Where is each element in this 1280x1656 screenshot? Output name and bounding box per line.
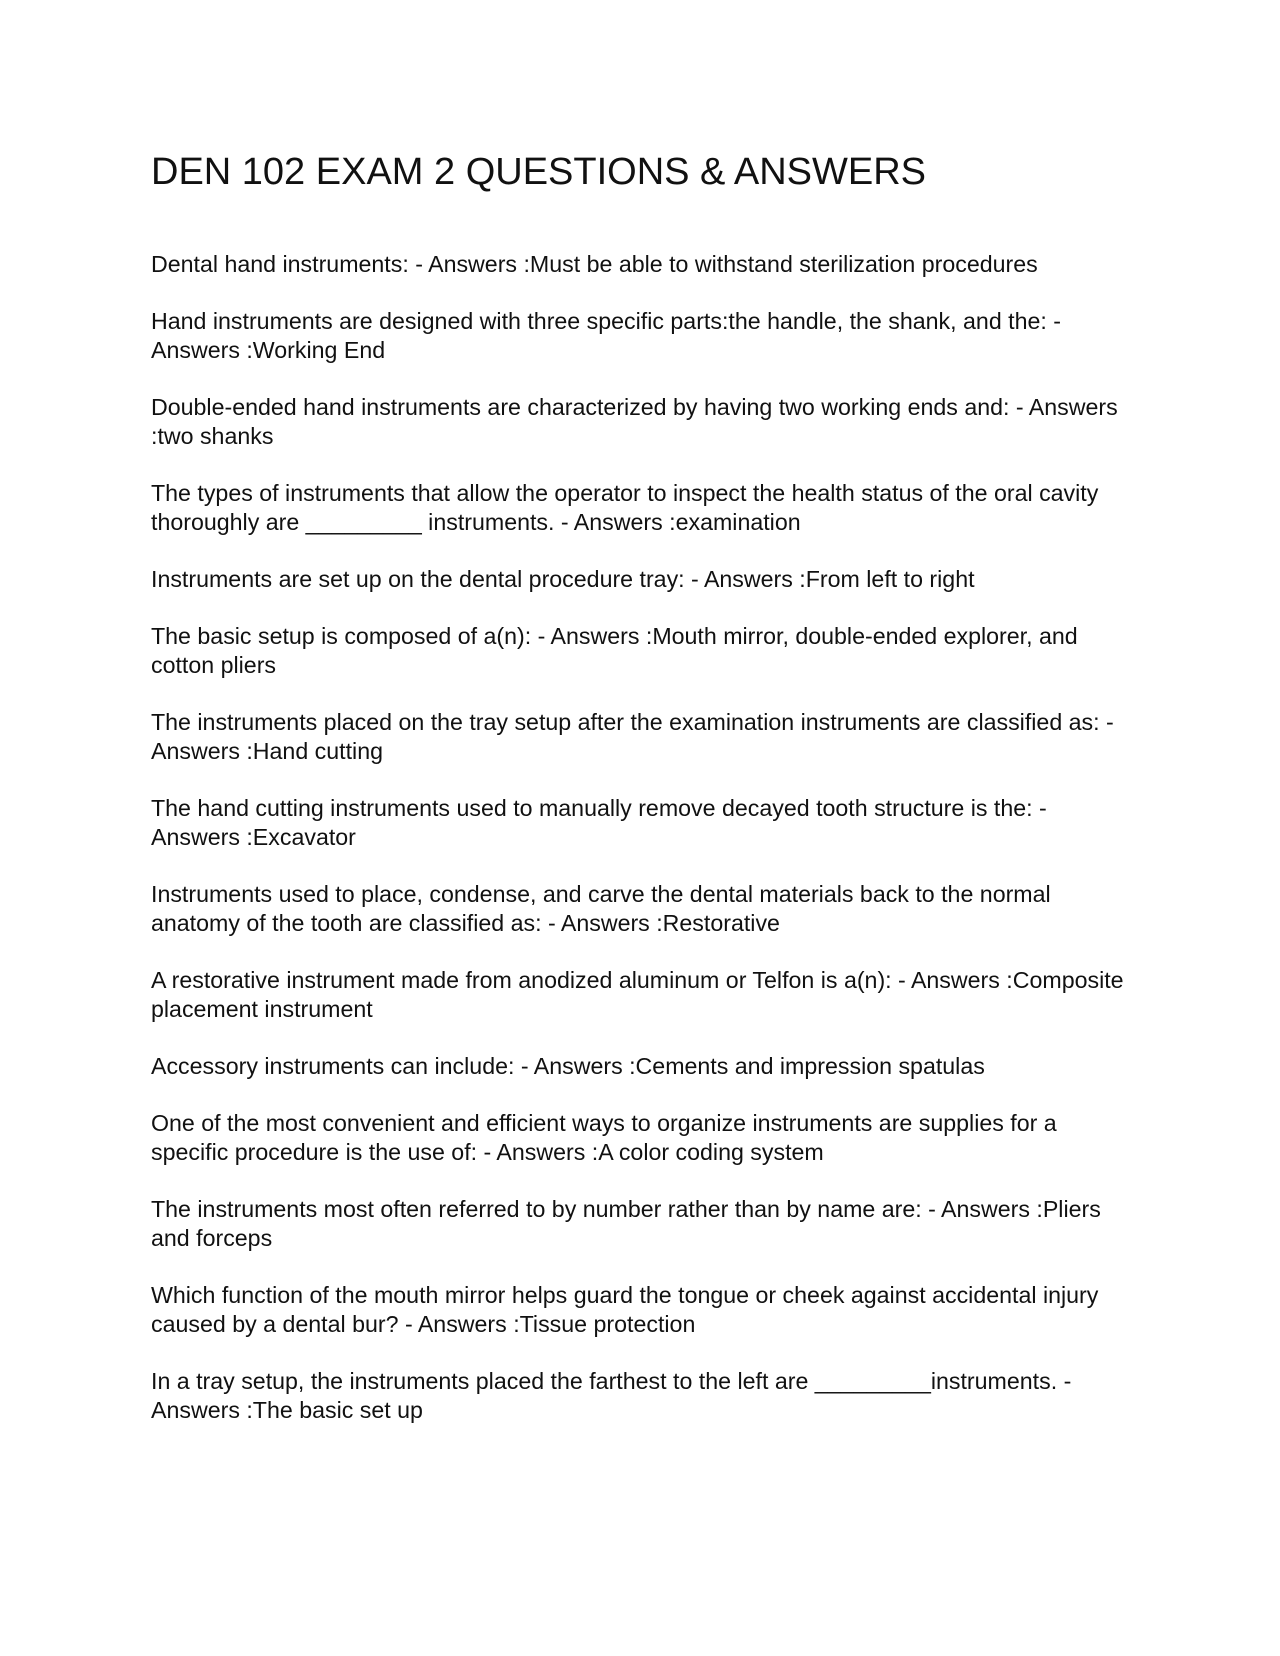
qa-item: The basic setup is composed of a(n): - Answers :Mouth mirror, double-ended explorer, and cotton pliers bbox=[151, 623, 1078, 678]
qa-item: Dental hand instruments: - Answers :Must be able to withstand sterilization procedures bbox=[151, 251, 1038, 277]
qa-item: The hand cutting instruments used to manually remove decayed tooth structure is the: - Answers :Excavator bbox=[151, 795, 1047, 850]
qa-item: Accessory instruments can include: - Answers :Cements and impression spatulas bbox=[151, 1053, 985, 1079]
qa-list bbox=[151, 250, 1131, 1453]
qa-item: In a tray setup, the instruments placed the farthest to the left are _________instruments. - Answers :The basic set up bbox=[151, 1368, 1072, 1423]
qa-item: A restorative instrument made from anodized aluminum or Telfon is a(n): - Answers :Composite placement instrument bbox=[151, 967, 1124, 1022]
qa-item: Double-ended hand instruments are characterized by having two working ends and: - Answers :two shanks bbox=[151, 394, 1118, 449]
qa-item: Instruments used to place, condense, and carve the dental materials back to the normal anatomy of the tooth are classified as: - Answers :Restorative bbox=[151, 881, 1051, 936]
qa-item: One of the most convenient and efficient ways to organize instruments are supplies for a specific procedure is the use of: - Answers :A color coding system bbox=[151, 1110, 1057, 1165]
qa-item: Instruments are set up on the dental procedure tray: - Answers :From left to right bbox=[151, 566, 975, 592]
qa-item: The types of instruments that allow the operator to inspect the health status of the oral cavity thoroughly are _________ instruments. - Answers :examination bbox=[151, 480, 1099, 535]
qa-item: Which function of the mouth mirror helps guard the tongue or cheek against accidental injury caused by a dental bur? - Answers :Tissue protection bbox=[151, 1282, 1099, 1337]
page-title: DEN 102 EXAM 2 QUESTIONS & ANSWERS bbox=[151, 151, 926, 193]
qa-item: The instruments most often referred to by number rather than by name are: - Answers :Pliers and forceps bbox=[151, 1196, 1101, 1251]
qa-item: Hand instruments are designed with three specific parts:the handle, the shank, and the: - Answers :Working End bbox=[151, 308, 1061, 363]
qa-item: The instruments placed on the tray setup after the examination instruments are classified as: - Answers :Hand cutting bbox=[151, 709, 1114, 764]
